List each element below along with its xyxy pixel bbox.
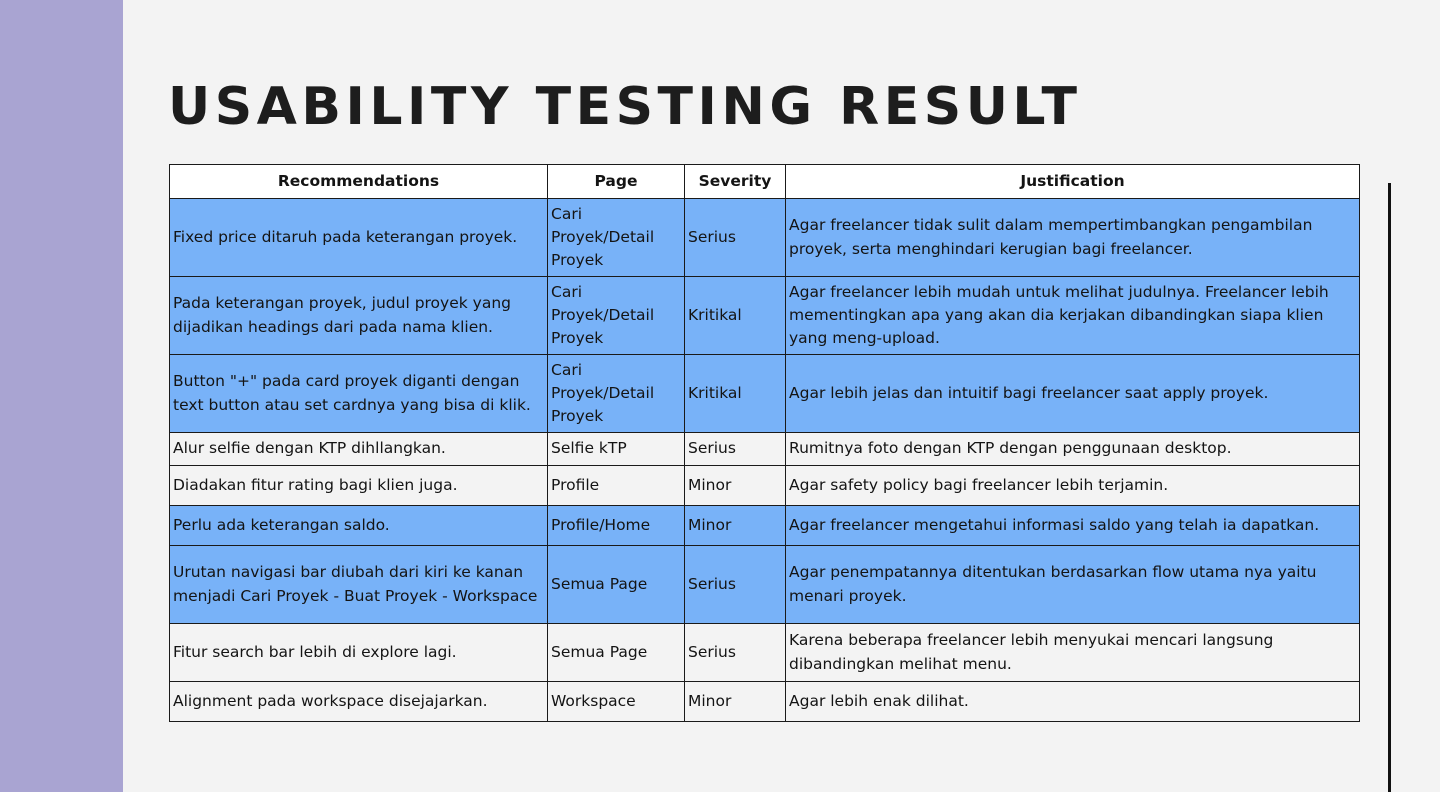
cell-page: Profile/Home [548,506,685,546]
cell-page: Semua Page [548,546,685,624]
table-row [170,682,1360,722]
table-row [170,355,1360,433]
cell-severity: Kritikal [685,355,786,433]
cell-justification: Agar lebih enak dilihat. [786,682,1360,722]
cell-severity: Serius [685,433,786,466]
cell-justification: Agar freelancer lebih mudah untuk melihat judulnya. Freelancer lebih mementingkan apa yang akan dia kerjakan dibandingkan siapa klien yang meng-upload. [786,277,1360,355]
header-severity: Severity [685,165,786,199]
cell-justification: Agar freelancer mengetahui informasi saldo yang telah ia dapatkan. [786,506,1360,546]
table-header-row [170,165,1360,199]
header-page: Page [548,165,685,199]
cell-recommendation: Diadakan fitur rating bagi klien juga. [170,466,548,506]
cell-justification: Agar lebih jelas dan intuitif bagi freelancer saat apply proyek. [786,355,1360,433]
cell-severity: Minor [685,466,786,506]
cell-severity: Serius [685,624,786,682]
header-recommendations: Recommendations [170,165,548,199]
cell-severity: Serius [685,199,786,277]
cell-recommendation: Button "+" pada card proyek diganti dengan text button atau set cardnya yang bisa di klik. [170,355,548,433]
cell-severity: Serius [685,546,786,624]
cell-recommendation: Pada keterangan proyek, judul proyek yang dijadikan headings dari pada nama klien. [170,277,548,355]
cell-justification: Agar freelancer tidak sulit dalam mempertimbangkan pengambilan proyek, serta menghindari kerugian bagi freelancer. [786,199,1360,277]
table-row [170,433,1360,466]
cell-recommendation: Fixed price ditaruh pada keterangan proyek. [170,199,548,277]
table-row [170,277,1360,355]
table-row [170,466,1360,506]
cell-recommendation: Fitur search bar lebih di explore lagi. [170,624,548,682]
table-row [170,546,1360,624]
cell-page: Cari Proyek/Detail Proyek [548,199,685,277]
cell-recommendation: Alur selfie dengan KTP dihllangkan. [170,433,548,466]
sidebar-accent-band [0,0,123,792]
table-row [170,624,1360,682]
table-row [170,506,1360,546]
cell-recommendation: Urutan navigasi bar diubah dari kiri ke kanan menjadi Cari Proyek - Buat Proyek - Workspace [170,546,548,624]
cell-page: Semua Page [548,624,685,682]
page-title: USABILITY TESTING RESULT [168,77,1082,137]
cell-justification: Agar safety policy bagi freelancer lebih terjamin. [786,466,1360,506]
cell-justification: Agar penempatannya ditentukan berdasarkan flow utama nya yaitu menari proyek. [786,546,1360,624]
table-row [170,199,1360,277]
cell-severity: Minor [685,682,786,722]
cell-severity: Kritikal [685,277,786,355]
cell-severity: Minor [685,506,786,546]
cell-page: Profile [548,466,685,506]
cell-justification: Karena beberapa freelancer lebih menyukai mencari langsung dibandingkan melihat menu. [786,624,1360,682]
cell-page: Cari Proyek/Detail Proyek [548,355,685,433]
results-table [169,164,1360,722]
cell-recommendation: Perlu ada keterangan saldo. [170,506,548,546]
cell-page: Workspace [548,682,685,722]
vertical-divider [1388,183,1391,792]
cell-recommendation: Alignment pada workspace disejajarkan. [170,682,548,722]
header-justification: Justification [786,165,1360,199]
cell-page: Cari Proyek/Detail Proyek [548,277,685,355]
cell-page: Selfie kTP [548,433,685,466]
cell-justification: Rumitnya foto dengan KTP dengan penggunaan desktop. [786,433,1360,466]
